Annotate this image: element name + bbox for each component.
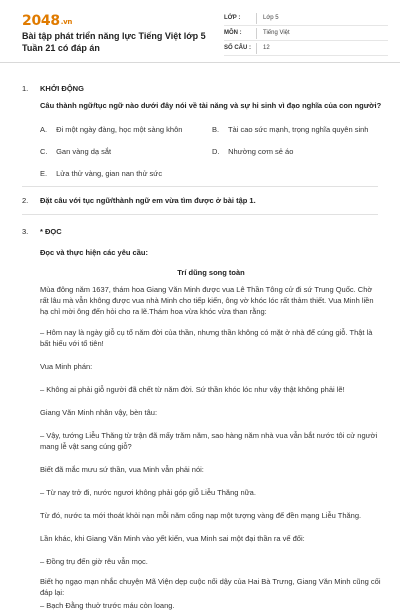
story-paragraph: – Hôm nay là ngày giỗ cụ tổ năm đời của thần, nhưng thần không có mặt ở nhà để cúng giỗ. Thật là bất hiếu với tổ tiên!	[40, 328, 373, 348]
question-heading: KHỞI ĐỘNG	[40, 84, 84, 93]
question-heading: * ĐỌC	[40, 227, 62, 236]
story-paragraph: Từ đó, nước ta mới thoát khỏi nạn mỗi năm cống nạp một tượng vàng để đền mạng Liễu Thăng.	[40, 511, 362, 520]
story-paragraph: Vua Minh phán:	[40, 362, 93, 371]
option-c[interactable]	[40, 147, 111, 156]
meta-info-table	[224, 11, 388, 56]
option-letter: E.	[40, 169, 48, 178]
story-title: Trí dũng song toàn	[177, 268, 245, 277]
meta-row-subject	[224, 26, 388, 41]
logo-suffix: .vn	[60, 18, 73, 26]
question-1-prompt: Câu thành ngữ/tục ngữ nào dưới đây nói về tài năng và sự hi sinh vì đạo nghĩa của con người?	[40, 101, 382, 110]
option-b[interactable]	[212, 125, 368, 134]
story-paragraph: Biết họ ngạo mạn nhắc chuyện Mã Viện dẹp cuộc nổi dậy của Hai Bà Trưng, Giang Văn Minh cũng cối đáp lại:	[40, 577, 381, 597]
option-d[interactable]	[212, 147, 293, 156]
option-letter: B.	[212, 125, 220, 134]
meta-value: Tiếng Việt	[263, 30, 290, 36]
option-text: Đi một ngày đàng, học một sàng khôn	[56, 125, 183, 134]
option-text: Tài cao sức mạnh, trọng nghĩa quyên sinh	[227, 125, 369, 134]
meta-value: Lớp 5	[263, 15, 279, 21]
meta-label: MÔN :	[224, 30, 242, 36]
section-divider	[22, 214, 378, 215]
reading-instruction: Đọc và thực hiện các yêu cầu:	[40, 248, 148, 257]
meta-separator	[256, 13, 257, 24]
story-paragraph: Giang Văn Minh nhân vậy, bèn tâu:	[40, 408, 158, 417]
question-number: 2.	[22, 196, 29, 205]
logo-text: 2048	[22, 13, 60, 29]
option-a[interactable]	[40, 125, 182, 134]
meta-label: SỐ CÂU :	[224, 45, 251, 51]
story-paragraph: Mùa đông năm 1637, thám hoa Giang Văn Minh được vua Lê Thần Tông cử đi sứ Trung Quốc. Chờ rất lâu mà vẫn không được vua nhà Minh cho tiếp kiến, ông vờ khóc lóc rất thảm thiết. Vua Minh liền hạ chỉ mời ông đến hỏi cho ra lẽ.Thám hoa vừa khóc vừa than rằng:	[40, 285, 374, 316]
option-letter: D.	[212, 147, 220, 156]
meta-row-question-count	[224, 41, 388, 56]
story-paragraph: Lần khác, khi Giang Văn Minh vào yết kiến, vua Minh sai một đại thần ra vế đối:	[40, 534, 305, 543]
site-logo[interactable]	[22, 13, 72, 29]
option-text: Lửa thử vàng, gian nan thử sức	[56, 169, 163, 178]
story-paragraph: – Không ai phải giỗ người đã chết từ năm đời. Sứ thần khóc lóc như vậy thật không phải lẽ!	[40, 385, 345, 394]
meta-row-grade	[224, 11, 388, 26]
story-paragraph: – Bạch Đằng thuở trước máu còn loang.	[40, 601, 175, 610]
meta-separator	[256, 43, 257, 54]
document-title: Bài tập phát triển năng lực Tiếng Việt lớp 5 Tuần 21 có đáp án	[22, 31, 206, 53]
option-letter: A.	[40, 125, 48, 134]
meta-separator	[256, 28, 257, 39]
option-text: Nhường cơm sẻ áo	[228, 147, 294, 156]
question-number: 3.	[22, 227, 29, 236]
document-header	[0, 0, 400, 63]
option-letter: C.	[40, 147, 48, 156]
meta-label: LỚP :	[224, 15, 241, 21]
story-paragraph: Biết đã mắc mưu sứ thần, vua Minh vẫn phải nói:	[40, 465, 204, 474]
story-paragraph: – Từ nay trở đi, nước ngươi không phải góp giỗ Liễu Thăng nữa.	[40, 488, 256, 497]
story-paragraph: – Vậy, tướng Liễu Thăng từ trận đã mấy trăm năm, sao hàng năm nhà vua vẫn bắt nước tôi cử người mang lễ vật sang cúng giỗ?	[40, 431, 378, 451]
option-text: Gan vàng dạ sắt	[56, 147, 112, 156]
story-paragraph: – Đồng trụ đến giờ rêu vẫn mọc.	[40, 557, 148, 566]
meta-value: 12	[263, 45, 270, 51]
question-text: Đặt câu với tục ngữ/thành ngữ em vừa tìm được ở bài tập 1.	[40, 196, 256, 205]
option-e[interactable]	[40, 169, 162, 178]
question-number: 1.	[22, 84, 29, 93]
section-divider	[22, 186, 378, 187]
